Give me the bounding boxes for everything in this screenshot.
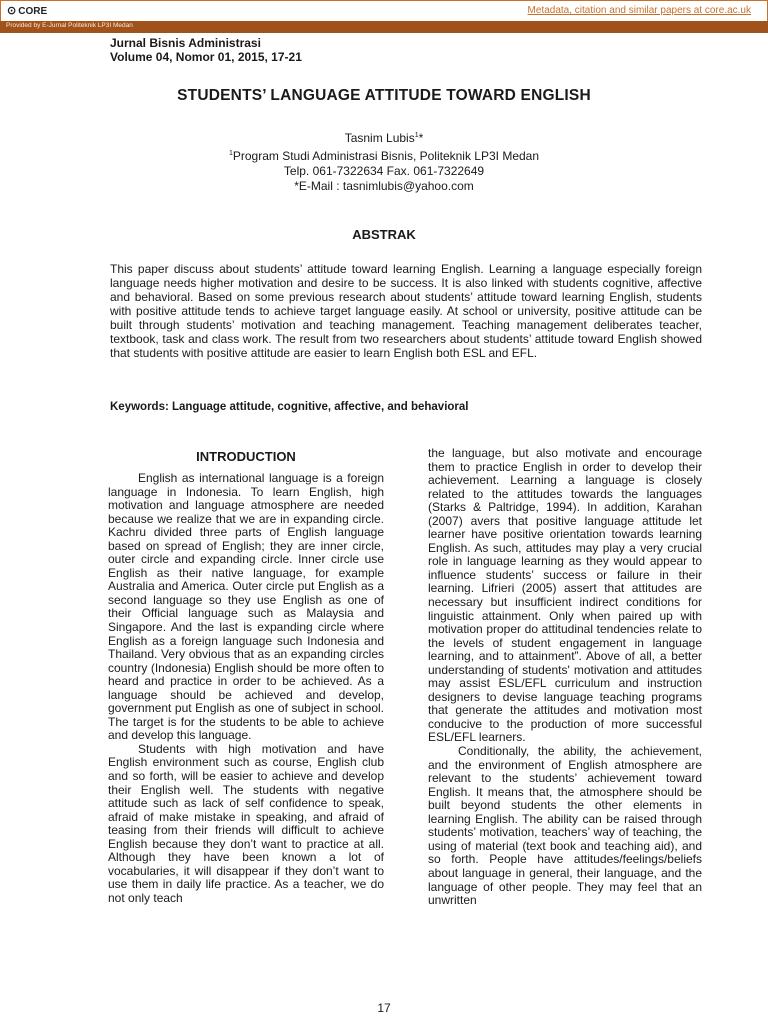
core-logo[interactable] — [7, 4, 47, 17]
left-column — [108, 472, 384, 906]
phone-line: Telp. 061-7322634 Fax. 061-7322649 — [283, 164, 485, 178]
core-banner — [0, 0, 768, 21]
core-logo-icon: ⊙ — [7, 5, 17, 17]
journal-info — [110, 36, 302, 64]
paragraph: Students with high motivation and have English environment such as course, English club and so forth, will be easier to achieve and develop their English well. The students with negative attitude such as lack of self confidence to speak, afraid of make mistake in speaking, and afraid of teasing from their friends will difficult to achieve English because they don’t want to practice at all. Although they have been known a lot of vocabularies, it will disappear if they don’t want to use them in daily life practice. As a teacher, we do not only teach — [108, 741, 384, 905]
affiliation-line — [0, 146, 768, 164]
paragraph: English as international language is a foreign language in Indonesia. To learn English, high motivation and language atmosphere are needed because we realize that we are in expanding circle. Kachru divided three parts of English language based on spread of English; they are inner circle, outer circle and expanding circle. Inner circle use English as their native language, for example Australia and America. Outer circle put English as a second language so they use English as one of their Official language such as Malaysia and Singapore. And the last is expanding circle where English as a foreign language such Indonesia and Thailand. Very obvious that as an expanding circles country (Indonesia) English should be more often to heard and practice in order to be achieved. As a language should be achieved and develop, government put English as one of subject in school. The target is for the students to be able to achieve and develop this language. — [108, 471, 384, 743]
email-line: *E-Mail : tasnimlubis@yahoo.com — [294, 179, 474, 193]
paragraph: Conditionally, the ability, the achievement, and the environment of English atmosphere are relevant to the students’ achievement toward English. It means that, the atmosphere should be built beyond students the other elements in learning English. The ability can be raised through students’ motivation, teachers’ way of teaching, the using of material (text book and teaching aid), and so forth. People have attitudes/feelings/beliefs about language in general, their language, and the language of other people. They may feel that an unwritten — [428, 744, 702, 908]
author-block — [0, 128, 768, 194]
core-metadata-link[interactable]: Metadata, citation and similar papers at core.ac.uk — [527, 5, 751, 16]
core-logo-text: CORE — [18, 6, 48, 17]
introduction-heading: INTRODUCTION — [196, 449, 296, 464]
provided-by-text[interactable]: Provided by E-Jurnal Politeknik LP3I Medan — [6, 22, 133, 29]
journal-name: Jurnal Bisnis Administrasi — [110, 36, 261, 50]
journal-volume: Volume 04, Nomor 01, 2015, 17-21 — [110, 50, 302, 64]
author-name: Tasnim Lubis — [344, 131, 415, 145]
right-column — [428, 447, 702, 908]
author-mark: * — [418, 131, 424, 145]
author-sup: 1 — [414, 132, 419, 139]
keywords: Keywords: Language attitude, cognitive, affective, and behavioral — [110, 401, 469, 413]
author-line — [0, 128, 768, 146]
affiliation: Program Studi Administrasi Bisnis, Politeknik LP3I Medan — [232, 149, 540, 163]
abstract-text: This paper discuss about students’ attitude toward learning English. Learning a language especially foreign language needs higher motivation and desire to be success. It is also linked with students cognitive, affective and behavioral. Based on some previous research about students’ attitude toward learning English, students with positive attitude tends to achieve target language easily. At school or university, positive attitude can be built through students’ motivation and teaching management. Teaching management deliberates teacher, textbook, task and class work. The result from two researchers about students’ attitude toward English showed that students with positive attitude are easier to learn English both ESL and EFL. — [110, 262, 702, 360]
paragraph: the language, but also motivate and encourage them to practice English in order to develop their achievement. Learning a language is closely related to the attitudes towards the languages (Starks & Paltridge, 1994). In addition, Karahan (2007) avers that positive language attitude let learner have positive orientation towards learning English. As such, attitudes may play a very crucial role in language learning as they would appear to influence students’ success or failure in their learning. Lifrieri (2005) assert that attitudes are necessary but insufficient indirect conditions for linguistic attainment. Only when paired up with motivation proper do attitudinal tendencies relate to the levels of student engagement in language learning, and to attainment”. Above of all, a better understanding of students' motivation and attitudes may assist ESL/EFL curriculum and instruction designers to devise language teaching programs that generate the attitudes and motivation most conducive to the production of more successful ESL/EFL learners. — [428, 446, 702, 745]
paper-title: STUDENTS’ LANGUAGE ATTITUDE TOWARD ENGLISH — [177, 87, 591, 104]
page-number: 17 — [377, 1001, 391, 1015]
affiliation-sup: 1 — [228, 150, 233, 157]
provided-by-bar — [0, 21, 768, 33]
abstract-heading: ABSTRAK — [352, 227, 416, 242]
